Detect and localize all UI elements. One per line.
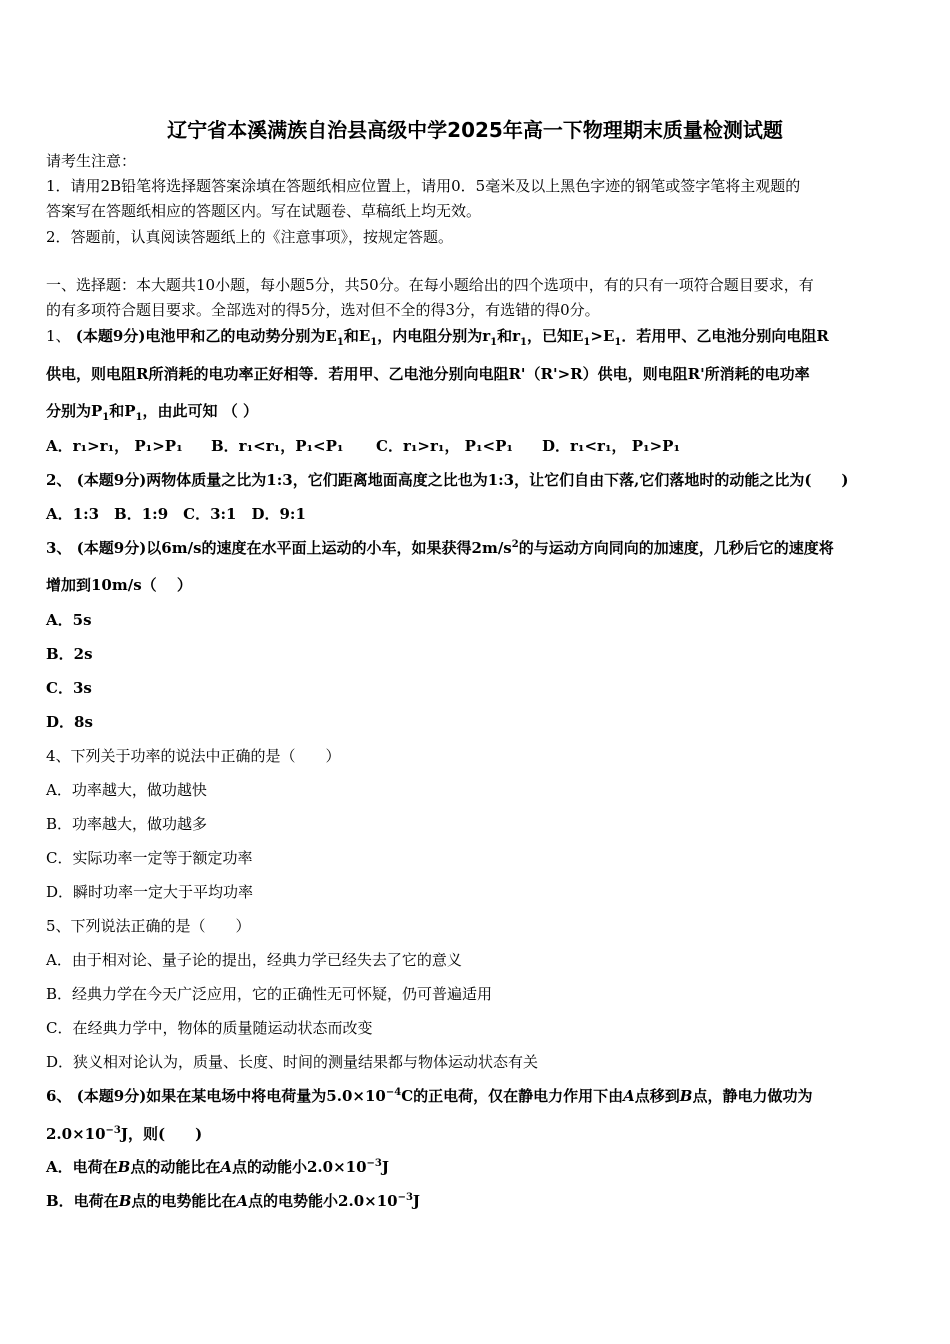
q3-option-c[interactable]: C．3s [46,679,92,697]
q1-option-b[interactable]: B．r₁<r₁，P₁<P₁ [211,437,344,455]
notice-line-1a: 1．请用2B铅笔将选择题答案涂填在答题纸相应位置上，请用0．5毫米及以上黑色字迹的钢笔或签字笔将主观题的 [46,177,801,195]
q1-sub: 1 [490,337,498,348]
q1-text-e: ，已知E [526,327,584,345]
notice-line-1b: 答案写在答题纸相应的答题区内。写在试题卷、草稿纸上均无效。 [46,202,482,220]
q1-line-2: 供电，则电阻R所消耗的电功率正好相等．若用甲、乙电池分别向电阻R'（R'>R）供电，则电阻R'所消耗的电功率 [46,365,810,383]
q1-sub: 1 [583,337,591,348]
q1-sub: 1 [102,412,110,423]
q6-sup-3: −3 [105,1125,121,1136]
q6-opta-text-2: 点的动能比在 [130,1158,221,1176]
q6-text-c: 点移到 [634,1087,680,1105]
q5-option-d[interactable]: D．狭义相对论认为，质量、长度、时间的测量结果都与物体运动状态有关 [46,1053,539,1071]
q1-options [46,436,906,456]
q1-text-g: ．若用甲、乙电池分别向电阻R [621,327,829,345]
q6-text-b: C的正电荷，仅在静电力作用下由 [401,1087,624,1105]
q3-option-b[interactable]: B．2s [46,645,93,663]
q6-optb-text-1: B．电荷在 [46,1192,119,1210]
q1-line-3 [46,401,906,421]
q1-sub: 1 [520,337,527,348]
q3-line-2: 增加到10m/s（ ） [46,576,192,594]
q6-opta-text-4: J [381,1158,389,1176]
notice-line-2: 2．答题前，认真阅读答题纸上的《注意事项》，按规定答题。 [46,228,454,246]
q6-opta-text-1: A．电荷在 [46,1158,118,1176]
q1-sub: 1 [135,412,143,423]
q1-option-c[interactable]: C．r₁>r₁， P₁<P₁ [376,437,513,455]
q6-opta-point-b: B [117,1158,131,1176]
q3-option-a[interactable]: A．5s [46,611,92,629]
q4-option-c[interactable]: C．实际功率一定等于额定功率 [46,849,253,867]
q6-sup-4: −4 [385,1087,402,1098]
q4-option-b[interactable]: B．功率越大，做功越多 [46,815,208,833]
q6-line2-b: J，则( ) [120,1125,203,1143]
q1-line3-b: 和P [109,402,136,420]
q6-text-a: 6、 (本题9分)如果在某电场中将电荷量为5.0×10 [46,1087,386,1105]
q5-option-b[interactable]: B．经典力学在今天广泛应用，它的正确性无可怀疑，仍可普遍适用 [46,985,493,1003]
section-intro-2: 的有多项符合题目要求。全部选对的得5分，选对但不全的得3分，有选错的得0分。 [46,301,600,319]
q1-text-b: 和E [343,327,371,345]
q3-line-1 [46,538,906,558]
q1-text-d: 和r [497,327,521,345]
q6-opta-sup: −3 [366,1158,382,1169]
q6-text-d: 点，静电力做功为 [692,1087,813,1105]
q6-optb-text-2: 点的电势能比在 [131,1192,237,1210]
q6-optb-text-3: 点的电势能小2.0×10 [248,1192,398,1210]
q6-opta-point-a: A [220,1158,232,1176]
q5-text: 5、下列说法正确的是（ ） [46,917,251,935]
q6-line-2 [46,1124,906,1144]
q2-text: 2、 (本题9分)两物体质量之比为1:3，它们距离地面高度之比也为1:3，让它们自由下落,它们落地时的动能之比为( ) [46,471,849,489]
q3-option-d[interactable]: D．8s [46,713,93,731]
q6-optb-point-b: B [118,1192,132,1210]
q6-opta-text-3: 点的动能小2.0×10 [231,1158,367,1176]
q6-point-b: B [679,1087,693,1105]
q3-text-b: 的与运动方向同向的加速度，几秒后它的速度将 [518,539,834,557]
q6-option-a[interactable] [46,1157,906,1177]
q4-option-d[interactable]: D．瞬时功率一定大于平均功率 [46,883,254,901]
q1-sub: 1 [614,337,622,348]
q1-sub: 1 [336,337,344,348]
q4-option-a[interactable]: A．功率越大，做功越快 [46,781,207,799]
q6-point-a: A [623,1087,635,1105]
q1-text-f: >E [590,327,615,345]
q4-text: 4、下列关于功率的说法中正确的是（ ） [46,747,341,765]
q6-line2-a: 2.0×10 [46,1125,106,1143]
q1-line3-a: 分别为P [46,402,103,420]
page-title: 辽宁省本溪满族自治县高级中学2025年高一下物理期末质量检测试题 [167,118,783,142]
q5-option-a[interactable]: A．由于相对论、量子论的提出，经典力学已经失去了它的意义 [46,951,462,969]
section-intro-1: 一、选择题：本大题共10小题，每小题5分，共50分。在每小题给出的四个选项中，有的只有一项符合题目要求，有 [46,276,814,294]
q6-optb-point-a: A [236,1192,249,1210]
q3-sup: 2 [511,539,519,550]
q2-options[interactable]: A．1:3 B．1:9 C．3:1 D．9:1 [46,505,306,523]
q6-optb-text-4: J [412,1192,421,1210]
q3-text-a: 3、 (本题9分)以6m/s的速度在水平面上运动的小车，如果获得2m/s [46,539,512,557]
q6-line-1 [46,1086,906,1106]
q6-option-b[interactable] [46,1191,906,1211]
q1-text-c: ，内电阻分别为r [377,327,491,345]
q5-option-c[interactable]: C．在经典力学中，物体的质量随运动状态而改变 [46,1019,373,1037]
q6-optb-sup: −3 [397,1192,413,1203]
q1-line-1 [46,326,906,346]
q1-sub: 1 [370,337,378,348]
q1-number: 1、 [46,327,71,345]
q1-option-a[interactable]: A．r₁>r₁， P₁>P₁ [46,437,183,455]
q1-option-d[interactable]: D．r₁<r₁， P₁>P₁ [542,437,681,455]
q1-text-a: (本题9分)电池甲和乙的电动势分别为E [75,327,337,345]
notice-heading: 请考生注意： [46,152,137,170]
q1-line3-c: ，由此可知 （ ） [142,402,258,420]
